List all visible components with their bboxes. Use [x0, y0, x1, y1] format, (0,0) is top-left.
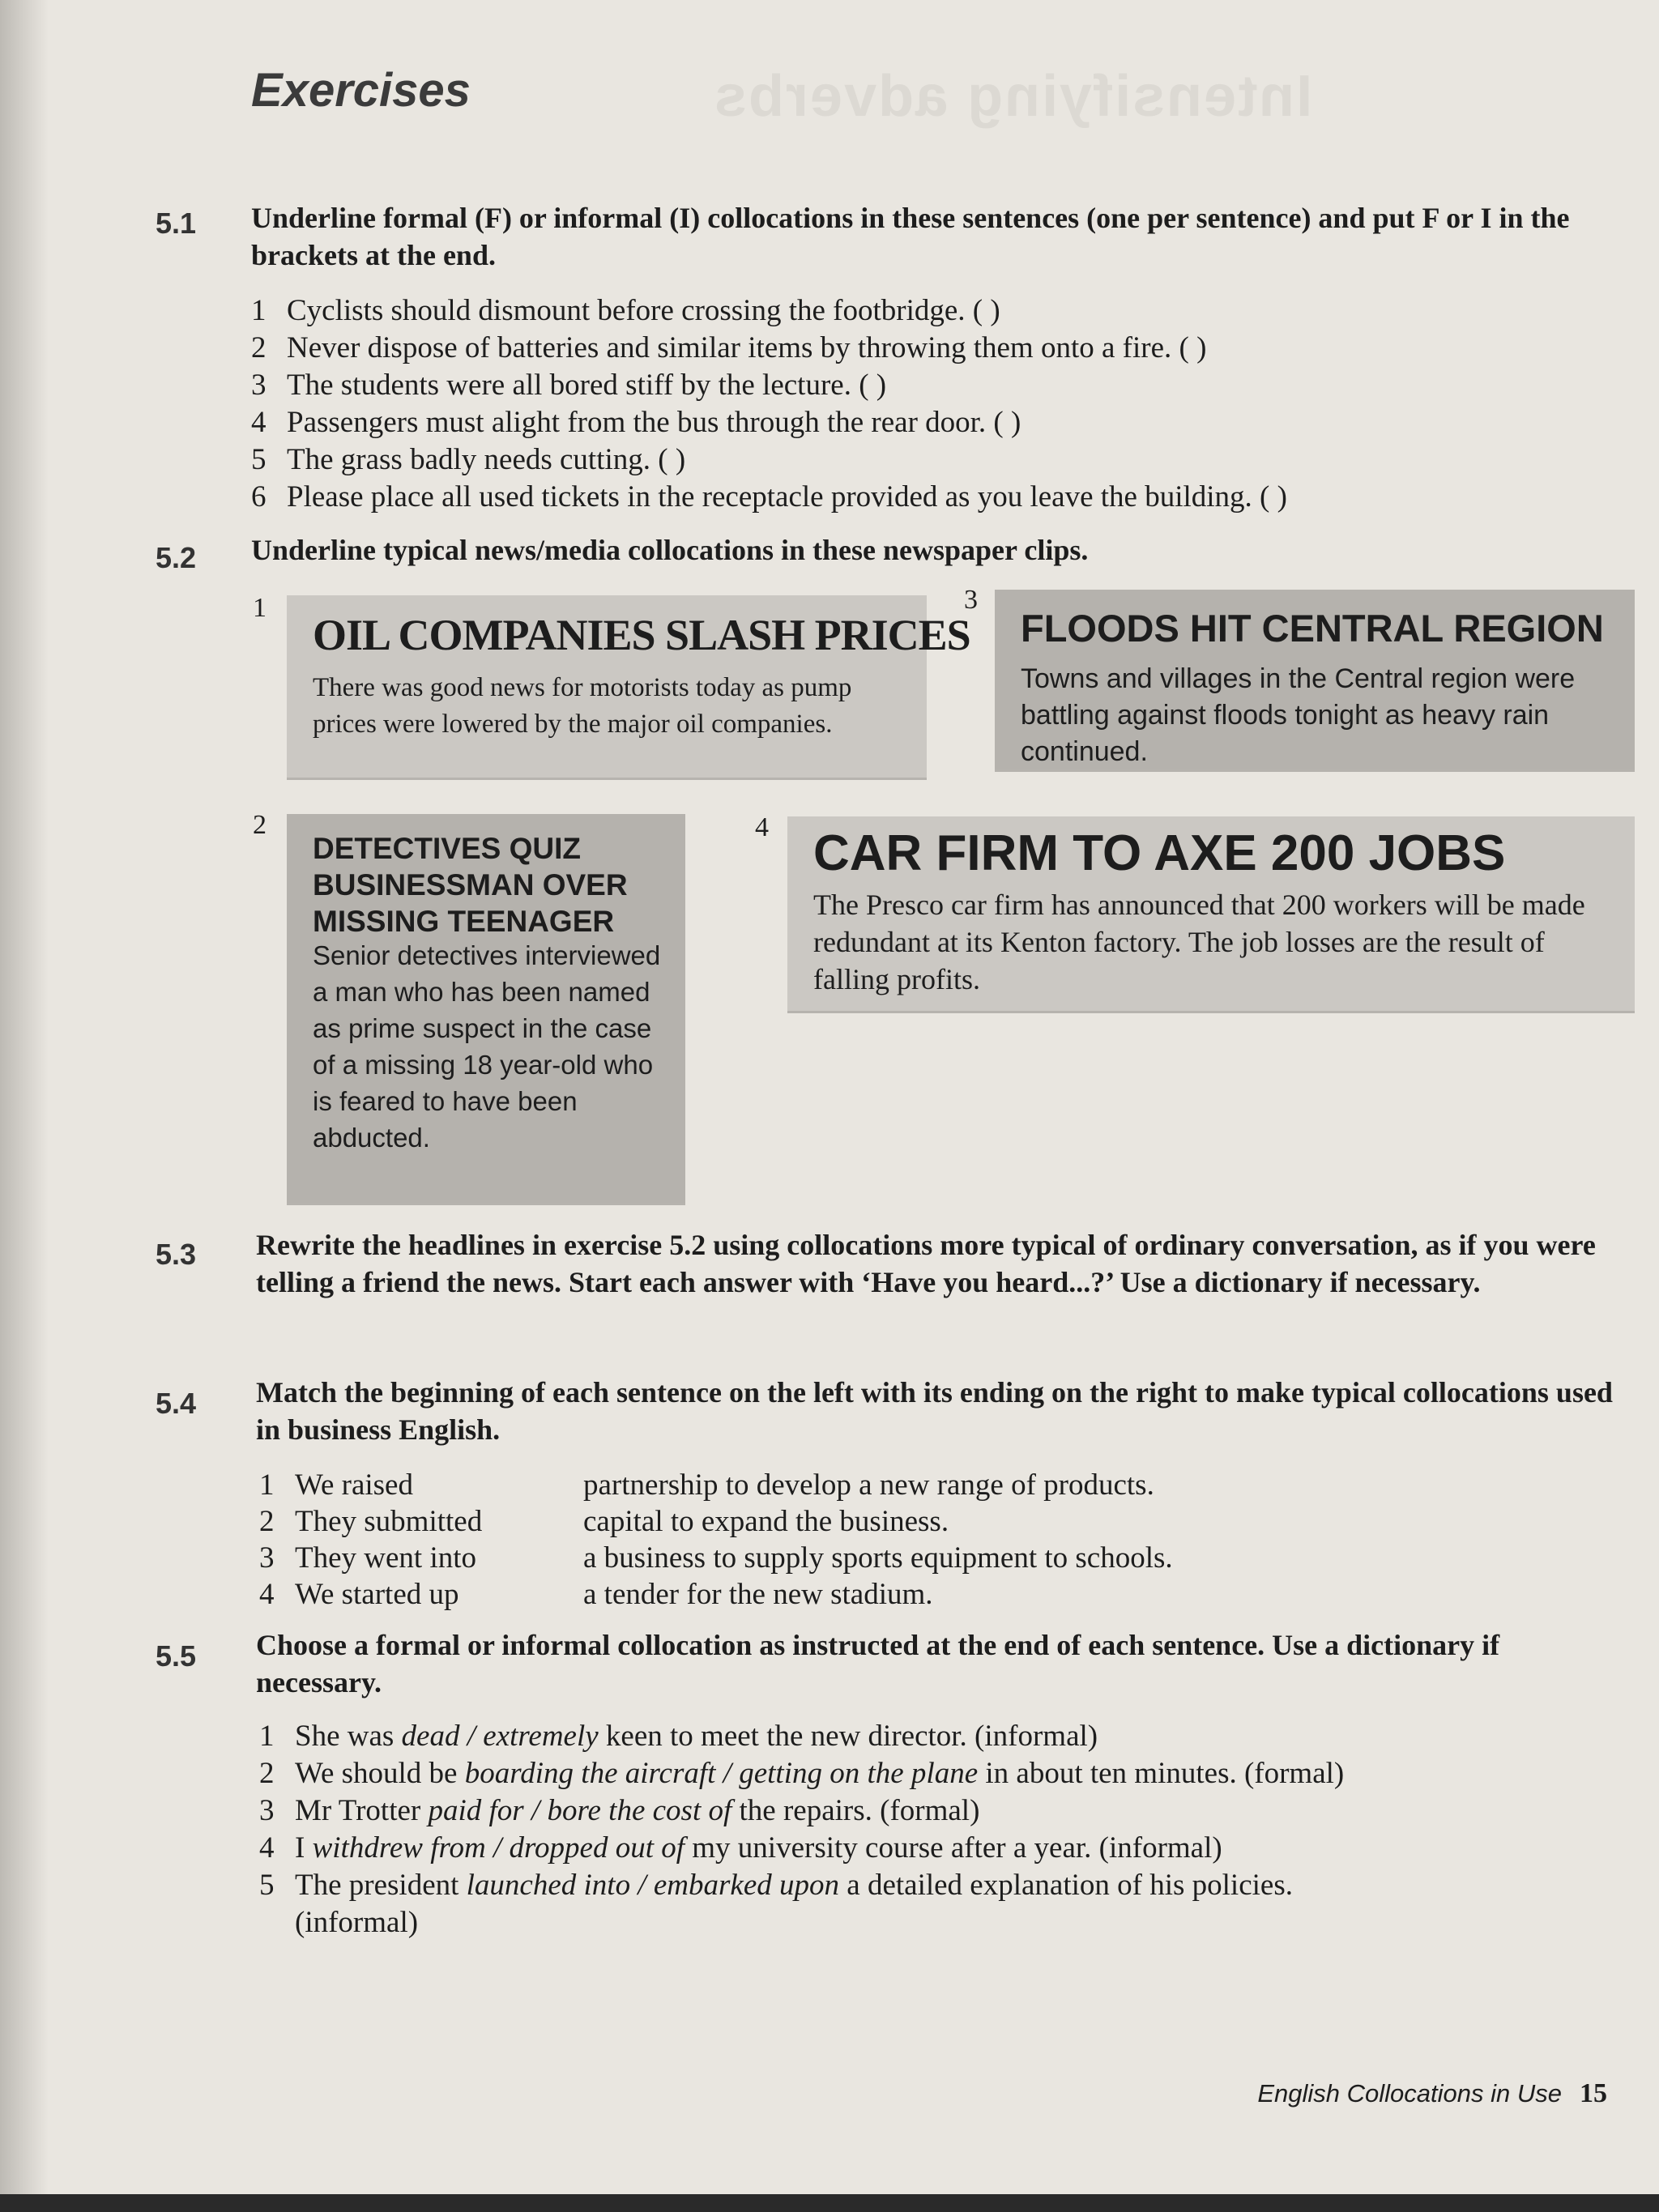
list-item: 6 Please place all used tickets in the receptacle provided as you leave the building. ( ) [251, 480, 1287, 514]
list-item: 2 Never dispose of batteries and similar items by throwing them onto a fire. ( ) [251, 331, 1207, 364]
match-row: 1 We raised partnership to develop a new range of products. [259, 1468, 1154, 1502]
page-footer [1257, 2078, 1607, 2109]
exercise-5-2-number: 5.2 [156, 541, 197, 574]
list-item: 3 The students were all bored stiff by the lecture. ( ) [251, 369, 887, 402]
news-clip-1 [287, 595, 970, 780]
news-clip-3 [995, 590, 1635, 772]
list-item: 5 The grass badly needs cutting. ( ) [251, 443, 686, 476]
clip-headline: FLOODS HIT CENTRAL REGION [1021, 607, 1604, 650]
list-item: 1 She was dead / extremely keen to meet the new director. (informal) [259, 1720, 1098, 1753]
exercise-5-5-number: 5.5 [156, 1639, 197, 1673]
exercise-5-3-number: 5.3 [156, 1238, 197, 1271]
page-number: 15 [1580, 2078, 1607, 2108]
clip-body: Senior detectives interviewed a man who has been named as prime suspect in the case of a missing 18 year-old who is feared to have been abducted. [313, 940, 661, 1153]
clip-number: 3 [964, 585, 978, 615]
list-item: 2 We should be boarding the aircraft / getting on the plane in about ten minutes. (formal) [259, 1757, 1345, 1790]
clip-headline: OIL COMPANIES SLASH PRICES [313, 611, 970, 659]
clip-headline: DETECTIVES QUIZ BUSINESSMAN OVER MISSING TEENAGER [313, 832, 628, 938]
exercise-5-4-number: 5.4 [156, 1387, 197, 1420]
clip-body: Towns and villages in the Central region were battling against floods tonight as heavy rain continued. [1021, 663, 1576, 767]
list-item: 3 Mr Trotter paid for / bore the cost of the repairs. (formal) [259, 1794, 980, 1827]
exercise-5-4-instruction: Match the beginning of each sentence on the left with its ending on the right to make typical collocations used in business English. [256, 1376, 1613, 1446]
match-row: 4 We started up a tender for the new stadium. [259, 1578, 933, 1611]
exercise-5-1-instruction: Underline formal (F) or informal (I) collocations in these sentences (one per sentence) and put F or I in the brackets at the end. [251, 202, 1570, 271]
clip-body: The Presco car firm has announced that 200 workers will be made redundant at its Kenton factory. The job losses are the result of falling profits. [813, 889, 1585, 995]
exercise-5-5-instruction: Choose a formal or informal collocation as instructed at the end of each sentence. Use a dictionary if necessary. [256, 1629, 1500, 1698]
news-clip-4 [787, 816, 1635, 1013]
book-title: English Collocations in Use [1257, 2079, 1562, 2108]
clip-number: 2 [253, 810, 267, 840]
exercise-5-2-instruction: Underline typical news/media collocations in these newspaper clips. [251, 534, 1089, 566]
clip-headline: CAR FIRM TO AXE 200 JOBS [813, 825, 1506, 881]
list-item: 1 Cyclists should dismount before crossing the footbridge. ( ) [251, 294, 1000, 327]
clip-number: 4 [755, 812, 769, 842]
list-item: 4 I withdrew from / dropped out of my university course after a year. (informal) [259, 1831, 1222, 1865]
news-clip-2 [287, 814, 685, 1205]
clip-number: 1 [253, 593, 267, 623]
list-item: 5 The president launched into / embarked upon a detailed explanation of his policies. [259, 1869, 1293, 1902]
list-item-continuation: (informal) [295, 1906, 419, 1939]
match-row: 3 They went into a business to supply sports equipment to schools. [259, 1541, 1173, 1575]
clip-body: There was good news for motorists today as pump prices were lowered by the major oil companies. [313, 673, 852, 739]
bleed-through-title: Intensifying adverbs [713, 64, 1313, 129]
exercise-5-3-instruction: Rewrite the headlines in exercise 5.2 using collocations more typical of ordinary conversation, as if you were telling a friend the news. Start each answer with ‘Have you heard...?’ Use a dictionary if necessary. [256, 1229, 1596, 1298]
exercise-5-1-number: 5.1 [156, 207, 197, 240]
list-item: 4 Passengers must alight from the bus through the rear door. ( ) [251, 406, 1021, 439]
page-bottom-edge [0, 2194, 1659, 2212]
page-shadow [0, 0, 49, 2212]
match-row: 2 They submitted capital to expand the business. [259, 1505, 949, 1538]
page-heading: Exercises [251, 64, 471, 117]
